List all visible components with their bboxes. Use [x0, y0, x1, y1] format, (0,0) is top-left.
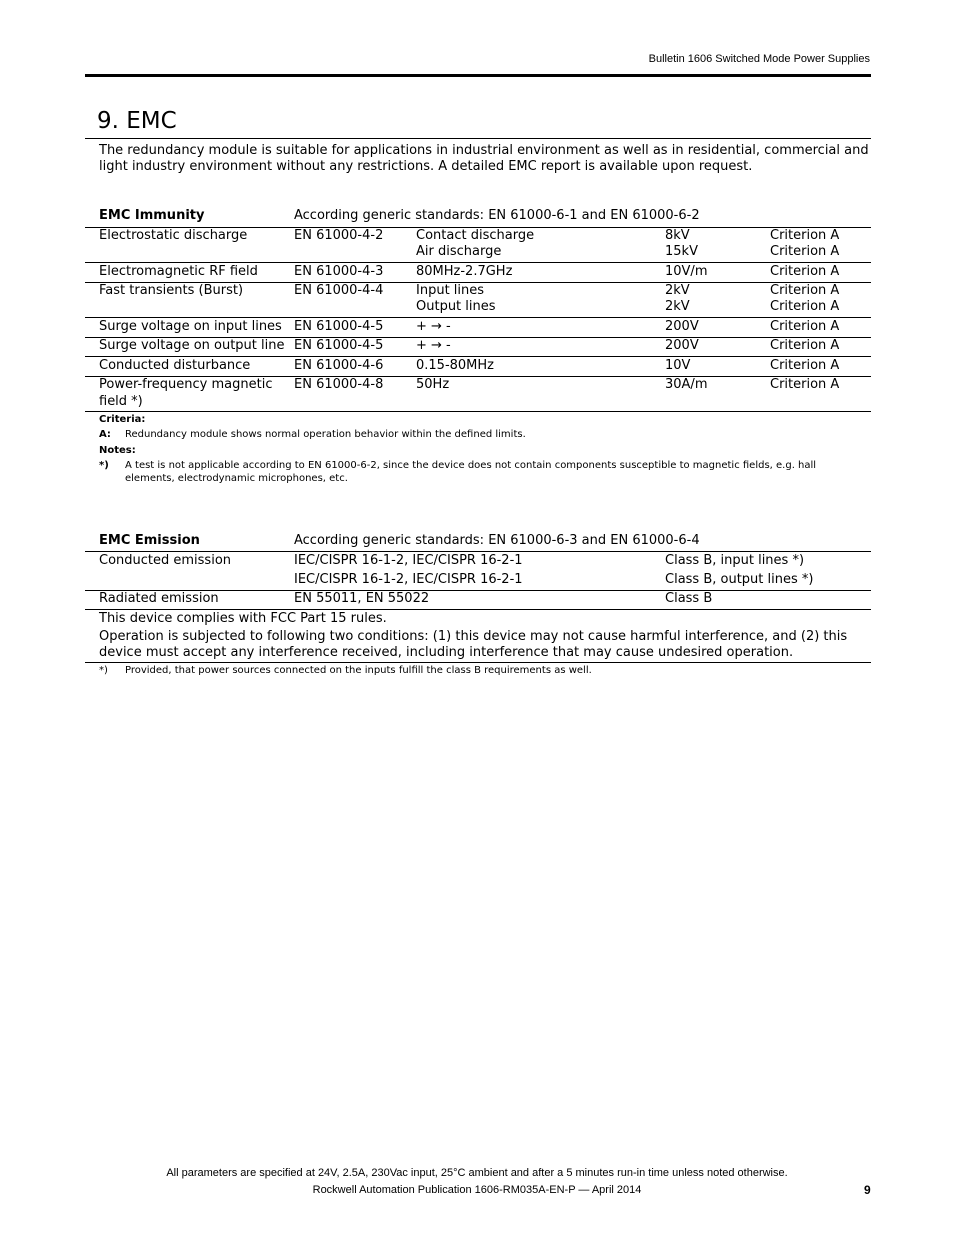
row-condition: Input lines — [416, 283, 485, 298]
notes-text: A test is not applicable according to EN 61000-6-2, since the device does not contain components susceptible to magnetic fields, e.g. hall — [125, 460, 817, 471]
row-value: 10V/m — [665, 264, 708, 279]
row-name: Conducted emission — [99, 553, 232, 568]
row-condition: + → - — [416, 338, 451, 353]
row-name: Conducted disturbance — [99, 358, 251, 373]
row-criterion: Criterion A — [770, 244, 840, 259]
row-name: Electromagnetic RF field — [99, 264, 258, 279]
criteria-text: Redundancy module shows normal operation behavior within the defined limits. — [125, 429, 526, 440]
row-standard: EN 61000-4-3 — [294, 264, 384, 279]
fcc-statement: This device complies with FCC Part 15 rules. — [99, 611, 387, 626]
operation-conditions: Operation is subjected to following two conditions: (1) this device may not cause harmful interference, and (2) this device must accept any interference received, including interference that may cause undesired operation. — [99, 629, 848, 660]
row-condition: 50Hz — [416, 377, 450, 392]
row-value: 15kV — [665, 244, 698, 259]
row-condition: Contact discharge — [416, 228, 535, 243]
section-title: 9. EMC — [97, 108, 177, 134]
criteria-key: A: — [99, 429, 111, 440]
row-value: 200V — [665, 319, 699, 334]
immunity-label: EMC Immunity — [99, 208, 205, 223]
row-standard: EN 61000-4-5 — [294, 319, 384, 334]
table-rule — [85, 356, 871, 357]
criteria-label: Criteria: — [99, 414, 146, 425]
table-rule — [85, 317, 871, 318]
row-criterion: Criterion A — [770, 264, 840, 279]
row-name: Radiated emission — [99, 591, 219, 606]
row-standard: EN 55011, EN 55022 — [294, 591, 430, 606]
table-rule — [85, 662, 871, 663]
emission-label: EMC Emission — [99, 533, 200, 548]
row-class: Class B, output lines *) — [665, 572, 814, 587]
row-condition: 0.15-80MHz — [416, 358, 494, 373]
row-name: Surge voltage on output line — [99, 338, 285, 353]
row-criterion: Criterion A — [770, 299, 840, 314]
table-rule — [85, 262, 871, 263]
emission-note-key: *) — [99, 665, 108, 676]
header-rule — [85, 74, 871, 77]
row-name: Electrostatic discharge — [99, 228, 248, 243]
row-criterion: Criterion A — [770, 338, 840, 353]
row-value: 8kV — [665, 228, 690, 243]
footer-parameters: All parameters are specified at 24V, 2.5A, 230Vac input, 25°C ambient and after a 5 minutes run-in time unless noted otherwise. — [166, 1167, 788, 1179]
row-criterion: Criterion A — [770, 377, 840, 392]
notes-key: *) — [99, 460, 109, 471]
row-name: Surge voltage on input lines — [99, 319, 282, 334]
row-class: Class B — [665, 591, 713, 606]
row-criterion: Criterion A — [770, 228, 840, 243]
row-standard: EN 61000-4-6 — [294, 358, 384, 373]
table-rule — [85, 609, 871, 610]
row-name: Fast transients (Burst) — [99, 283, 244, 298]
row-name: Power-frequency magnetic — [99, 377, 273, 392]
row-standard: EN 61000-4-8 — [294, 377, 384, 392]
row-class: Class B, input lines *) — [665, 553, 805, 568]
page-number: 9 — [864, 1183, 871, 1197]
row-name: field *) — [99, 394, 143, 409]
emission-standard: According generic standards: EN 61000-6-3 and EN 61000-6-4 — [294, 533, 700, 548]
title-rule — [85, 138, 871, 139]
row-criterion: Criterion A — [770, 283, 840, 298]
section-intro: The redundancy module is suitable for applications in industrial environment as well as in residential, commercial and light industry environment without any restrictions. A detailed EMC report is available upon request. — [99, 143, 869, 174]
row-criterion: Criterion A — [770, 358, 840, 373]
row-standard: EN 61000-4-4 — [294, 283, 384, 298]
header-bulletin: Bulletin 1606 Switched Mode Power Supplies — [648, 53, 870, 65]
row-value: 2kV — [665, 299, 690, 314]
row-standard: IEC/CISPR 16-1-2, IEC/CISPR 16-2-1 — [294, 572, 523, 587]
row-value: 2kV — [665, 283, 690, 298]
row-value: 10V — [665, 358, 691, 373]
immunity-standard: According generic standards: EN 61000-6-1 and EN 61000-6-2 — [294, 208, 700, 223]
notes-label: Notes: — [99, 445, 136, 456]
row-condition: Output lines — [416, 299, 496, 314]
footer-publication: Rockwell Automation Publication 1606-RM035A-EN-P — April 2014 — [312, 1184, 642, 1196]
notes-text: elements, electrodynamic microphones, etc. — [125, 473, 348, 484]
row-value: 30A/m — [665, 377, 708, 392]
row-criterion: Criterion A — [770, 319, 840, 334]
table-rule — [85, 551, 871, 552]
row-condition: + → - — [416, 319, 451, 334]
table-rule — [85, 411, 871, 412]
row-condition: 80MHz-2.7GHz — [416, 264, 513, 279]
row-standard: EN 61000-4-5 — [294, 338, 384, 353]
row-standard: EN 61000-4-2 — [294, 228, 384, 243]
row-value: 200V — [665, 338, 699, 353]
row-condition: Air discharge — [416, 244, 502, 259]
emission-note-text: Provided, that power sources connected on the inputs fulfill the class B requirements as well. — [125, 665, 592, 676]
row-standard: IEC/CISPR 16-1-2, IEC/CISPR 16-2-1 — [294, 553, 523, 568]
